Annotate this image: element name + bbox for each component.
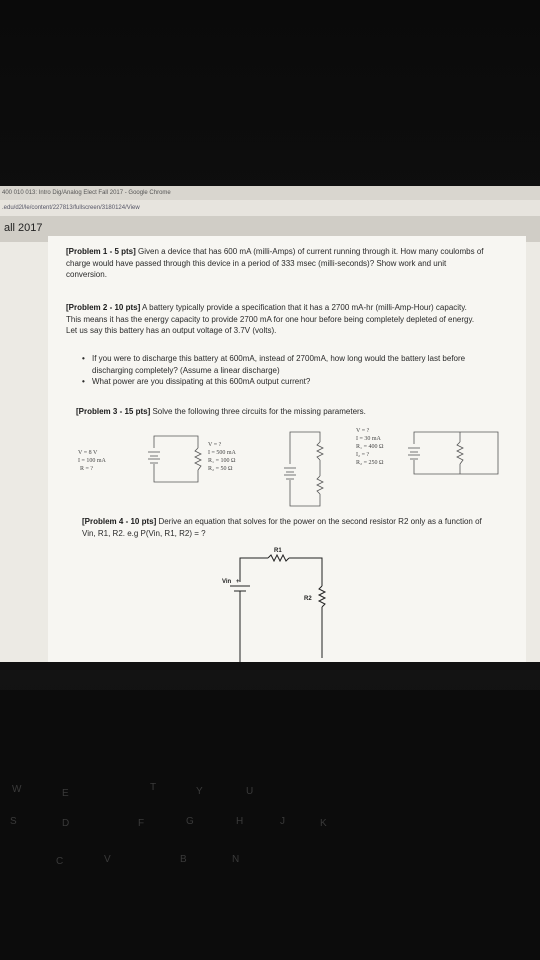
browser-address-bar[interactable]: .edu/d2l/le/content/227813/fullscreen/3180124/View — [0, 200, 540, 217]
schematic-vin-label: Vin — [222, 579, 232, 585]
key-w: W — [12, 784, 22, 795]
problem-3 — [76, 406, 496, 418]
circuit-2-current: I = 500 mA — [208, 450, 236, 456]
key-t: T — [150, 782, 157, 793]
key-b: B — [180, 854, 187, 865]
key-v: V — [104, 854, 111, 865]
circuit-3-voltage: V = ? — [356, 428, 370, 434]
course-label: all 2017 — [4, 222, 43, 234]
problem-2-bullet-2: • What power are you dissipating at this 600mA output current? — [92, 376, 484, 388]
problem-4-schematic — [218, 546, 348, 662]
problem-2-label: [Problem 2 - 10 pts] — [66, 303, 141, 312]
key-y: Y — [196, 786, 203, 797]
circuit-2-r1: R₁ = 100 Ω — [208, 458, 236, 464]
schematic-r1-label: R1 — [274, 548, 282, 554]
schematic-wires — [230, 555, 325, 662]
circuit-3-diagram — [348, 424, 508, 484]
key-s: S — [10, 816, 17, 827]
schematic-r2-label: R2 — [304, 596, 312, 602]
key-d: D — [62, 818, 70, 829]
circuit-1-wires — [148, 436, 201, 482]
circuit-2-diagram — [208, 424, 348, 514]
problem-4-label: [Problem 4 - 10 pts] — [82, 517, 157, 526]
key-n: N — [232, 854, 240, 865]
problem-2-text: A battery typically provide a specification that it has a 2700 mA-hr (milli-Amp-Hour) capacity. This means it has the energy capacity to provide 2700 mA for one hour before being completely depleted of energy. Let us say this battery has an output voltage of 3.7V (volts). — [66, 303, 475, 335]
problem-1-text: Given a device that has 600 mA (milli-Amps) of current running through it. How many coulombs of charge would have passed through this device in a period of 333 msec (milli-seconds)? Show work and unit conversion. — [66, 247, 484, 279]
key-u: U — [246, 786, 254, 797]
problem-1-label: [Problem 1 - 5 pts] — [66, 247, 136, 256]
circuit-2-r2: R₂ = 50 Ω — [208, 466, 233, 472]
circuit-1-resistance: R = ? — [80, 466, 94, 472]
key-j: J — [280, 816, 285, 827]
schematic-plus-label: + — [236, 579, 240, 585]
circuit-3-i2: I₂ = ? — [356, 452, 370, 458]
circuit-1-voltage: V = 8 V — [78, 450, 98, 456]
browser-title-bar: 400 010 013: Intro Dig/Analog Elect Fall 2017 - Google Chrome — [0, 186, 540, 200]
circuit-3-current: I = 30 mA — [356, 436, 381, 442]
circuit-2-voltage: V = ? — [208, 442, 222, 448]
circuit-3-wires — [408, 432, 498, 474]
problem-4 — [82, 516, 482, 539]
monitor-screen — [0, 186, 540, 662]
problem-2 — [66, 302, 478, 337]
key-g: G — [186, 816, 194, 827]
problem-3-text: Solve the following three circuits for the missing parameters. — [150, 407, 366, 416]
circuit-3-r1: R₁ = 400 Ω — [356, 444, 384, 450]
problem-1 — [66, 246, 486, 281]
problem-3-label: [Problem 3 - 15 pts] — [76, 407, 151, 416]
homework-content — [48, 236, 526, 662]
circuit-1-diagram — [78, 424, 208, 494]
problem-4-text: Derive an equation that solves for the power on the second resistor R2 only as a function of Vin, R1, R2. e.g P(Vin, R1, R2) = ? — [82, 517, 482, 538]
key-f: F — [138, 818, 145, 829]
key-c: C — [56, 856, 64, 867]
laptop-keyboard — [0, 690, 540, 960]
circuit-3-r2: R₂ = 250 Ω — [356, 460, 384, 466]
key-e: E — [62, 788, 69, 799]
key-k: K — [320, 818, 327, 829]
problem-2-bullet-1: • If you were to discharge this battery at 600mA, instead of 2700mA, how long would the battery last before discharging completely? (Assume a linear discharge) — [92, 353, 484, 376]
circuit-2-wires — [284, 432, 323, 506]
key-h: H — [236, 816, 244, 827]
circuit-1-current: I = 100 mA — [78, 458, 106, 464]
